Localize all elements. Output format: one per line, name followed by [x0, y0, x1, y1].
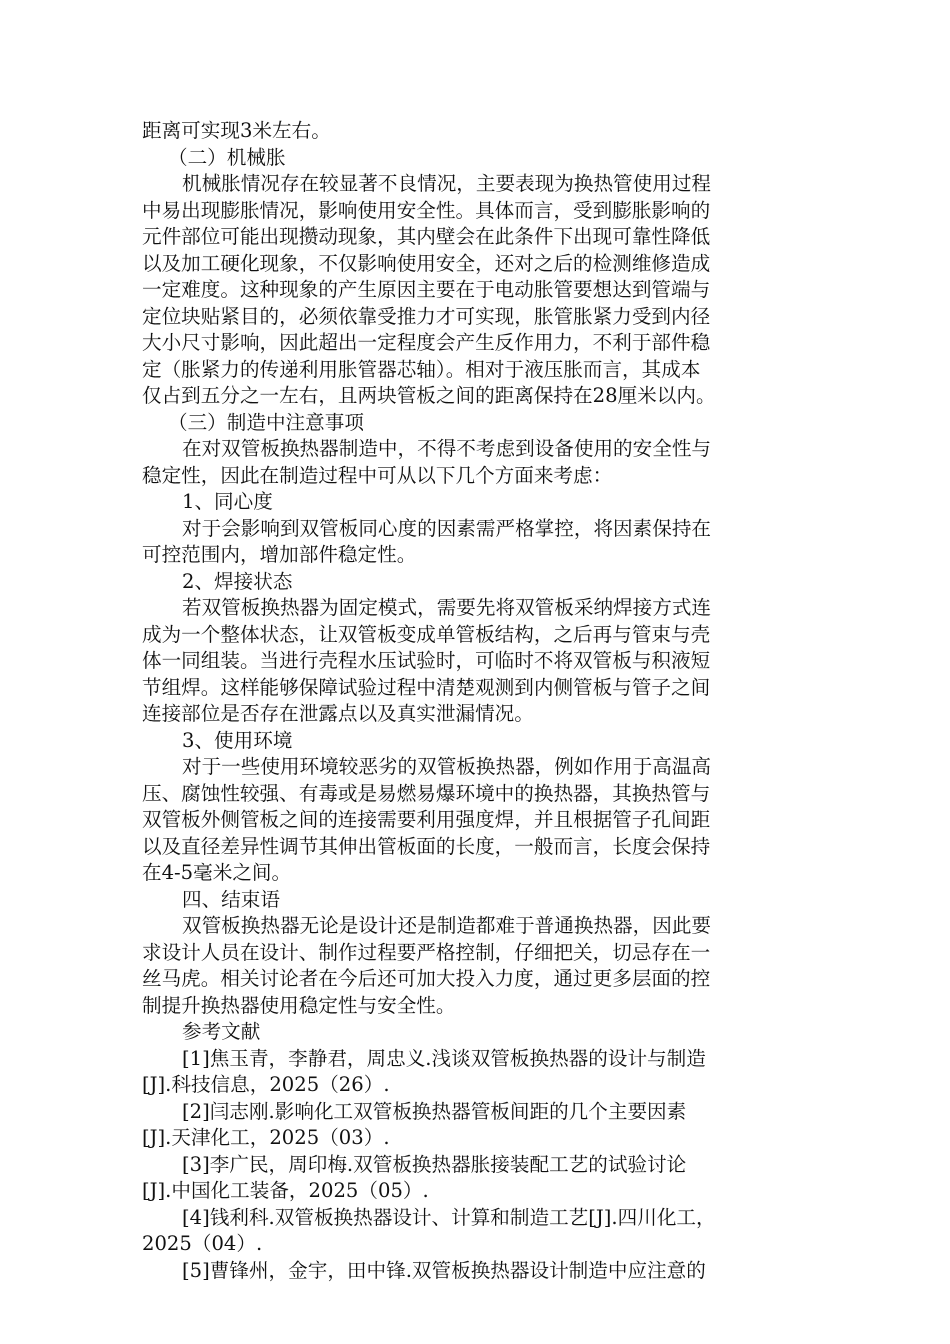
text-line: [1]焦玉青，李静君，周忠义.浅谈双管板换热器的设计与制造: [182, 1046, 706, 1070]
text-line: 成为一个整体状态，让双管板变成单管板结构，之后再与管束与壳: [142, 622, 711, 646]
text-line: （二）机械胀: [168, 145, 286, 169]
text-line: 节组焊。这样能够保障试验过程中清楚观测到内侧管板与管子之间: [142, 675, 711, 699]
text-line: 双管板外侧管板之间的连接需要利用强度焊，并且根据管子孔间距: [142, 808, 711, 831]
text-line: 连接部位是否存在泄露点以及真实泄漏情况。: [142, 702, 534, 725]
text-line: 丝马虎。相关讨论者在今后还可加大投入力度，通过更多层面的控: [142, 967, 711, 990]
text-line: 2、焊接状态: [182, 569, 293, 593]
text-line: 在4-5毫米之间。: [142, 861, 292, 884]
text-line: [J].科技信息，2025（26）.: [142, 1073, 390, 1096]
text-line: 制提升换热器使用稳定性与安全性。: [142, 993, 456, 1017]
text-line: [3]李广民，周印梅.双管板换热器胀接装配工艺的试验讨论: [182, 1152, 687, 1176]
text-line: 1、同心度: [182, 490, 273, 513]
text-line: [J].中国化工装备，2025（05）.: [142, 1179, 429, 1202]
text-line: [5]曹锋州，金宇，田中锋.双管板换热器设计制造中应注意的: [182, 1258, 706, 1282]
text-line: 以及直径差异性调节其伸出管板面的长度，一般而言，长度会保持: [142, 834, 711, 858]
text-line: 元件部位可能出现攒动现象，其内壁会在此条件下出现可靠性降低: [142, 225, 711, 248]
text-line: 定（胀紧力的传递利用胀管器芯轴）。相对于液压胀而言，其成本: [142, 357, 701, 381]
text-line: [J].天津化工，2025（03）.: [142, 1126, 390, 1149]
text-line: 以及加工硬化现象，不仅影响使用安全，还对之后的检测维修造成: [142, 251, 711, 275]
text-line: 四、结束语: [182, 887, 280, 911]
text-line: [2]闫志刚.影响化工双管板换热器管板间距的几个主要因素: [182, 1099, 687, 1123]
text-line: 3、使用环境: [182, 728, 293, 752]
text-line: 仅占到五分之一左右，且两块管板之间的距离保持在28厘米以内。: [142, 384, 716, 407]
text-line: 参考文献: [182, 1020, 261, 1043]
text-line: 稳定性，因此在制造过程中可从以下几个方面来考虑：: [142, 463, 613, 487]
text-line: 压、腐蚀性较强、有毒或是易燃易爆环境中的换热器，其换热管与: [142, 781, 711, 805]
text-line: 一定难度。这种现象的产生原因主要在于电动胀管要想达到管端与: [142, 278, 711, 301]
text-line: 定位块贴紧目的，必须依靠受推力才可实现，胀管胀紧力受到内径: [142, 304, 711, 328]
document-body: [142, 118, 812, 1284]
text-line: 对于会影响到双管板同心度的因素需严格掌控，将因素保持在: [182, 516, 712, 540]
text-line: 双管板换热器无论是设计还是制造都难于普通换热器，因此要: [182, 914, 712, 937]
text-line: 在对双管板换热器制造中，不得不考虑到设备使用的安全性与: [182, 437, 712, 460]
text-line: 对于一些使用环境较恶劣的双管板换热器，例如作用于高温高: [182, 755, 712, 778]
text-line: 机械胀情况存在较显著不良情况，主要表现为换热管使用过程: [182, 172, 712, 195]
text-line: 距离可实现3米左右。: [142, 119, 331, 142]
text-line: 若双管板换热器为固定模式，需要先将双管板采纳焊接方式连: [182, 596, 712, 619]
text-line: 中易出现膨胀情况，影响使用安全性。具体而言，受到膨胀影响的: [142, 198, 711, 222]
text-line: 求设计人员在设计、制作过程要严格控制，仔细把关，切忌存在一: [142, 940, 711, 964]
text-line: [4]钱利科.双管板换热器设计、计算和制造工艺[J].四川化工，: [182, 1205, 716, 1229]
text-line: （三）制造中注意事项: [168, 410, 364, 434]
text-line: 可控范围内，增加部件稳定性。: [142, 543, 417, 566]
text-line: 体一同组装。当进行壳程水压试验时，可临时不将双管板与积液短: [142, 649, 711, 672]
text-line: 2025（04）.: [142, 1232, 263, 1255]
text-line: 大小尺寸影响，因此超出一定程度会产生反作用力，不利于部件稳: [142, 331, 711, 354]
